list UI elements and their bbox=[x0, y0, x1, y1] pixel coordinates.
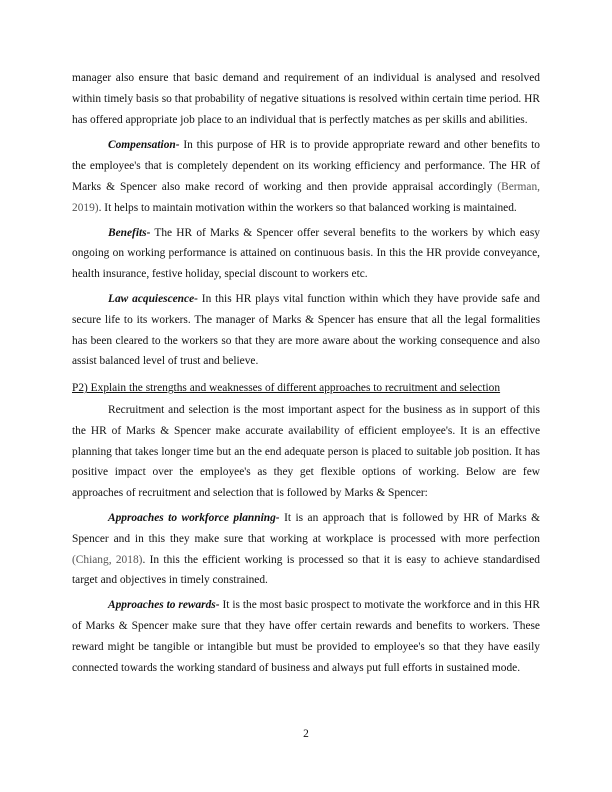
compensation-text: In this purpose of HR is to provide appropriate reward and other benefits to the employee's that is completely dependent on its working efficiency and performance. The HR of Marks & Spencer also make record of working and then provide appraisal accordingly bbox=[72, 139, 540, 193]
benefits-term: Benefits- bbox=[108, 226, 151, 239]
recruitment-paragraph bbox=[72, 400, 540, 504]
intro-text: manager also ensure that basic demand and requirement of an individual is analysed and resolved within timely basis so that probability of negative situations is resolved within certain time period. HR has offered appropriate job place to an individual that is perfectly matches as per skills and abilities. bbox=[72, 72, 540, 126]
page-body bbox=[72, 68, 540, 682]
compensation-citation: (Berman, 2019) bbox=[72, 180, 540, 214]
section-heading-p2: P2) Explain the strengths and weaknesses of different approaches to recruitment and selection bbox=[72, 382, 501, 395]
rewards-text: It is the most basic prospect to motivate the workforce and in this HR of Marks & Spencer make sure that they have offer certain rewards and benefits to workers. These reward might be tangible or intangible but must be provided to employee's so that they have easily connected towards the working standard of business and always put full efforts in sustained mode. bbox=[72, 599, 540, 674]
recruitment-text: Recruitment and selection is the most important aspect for the business as in support of this the HR of Marks & Spencer make accurate availability of efficient employee's. It is an effective planning that takes longer time but an the end adequate person is placed to suitable job position. It has positive impact over the employee's as they get flexible options of working. Below are few approaches of recruitment and selection that is followed by Marks & Spencer: bbox=[72, 403, 540, 500]
benefits-paragraph bbox=[72, 223, 540, 285]
workforce-planning-term: Approaches to workforce planning- bbox=[108, 511, 280, 524]
rewards-term: Approaches to rewards- bbox=[108, 599, 220, 612]
law-acquiescence-paragraph bbox=[72, 289, 540, 372]
benefits-text: The HR of Marks & Spencer offer several benefits to the workers by which easy ongoing on working performance is attained on continuous basis. In this the HR provide conveyance, health insurance, festive holiday, special discount to workers etc. bbox=[72, 226, 540, 281]
law-acquiescence-term: Law acquiescence- bbox=[108, 292, 198, 305]
law-acquiescence-text: In this HR plays vital function within which they have provide safe and secure life to its workers. The manager of Marks & Spencer has ensure that all the legal formalities has been cleared to the workers so that they are more aware about the working consequence and also assist balanced level of trust and believe. bbox=[72, 292, 540, 368]
workforce-planning-citation: (Chiang, 2018) bbox=[72, 553, 143, 566]
compensation-term: Compensation- bbox=[108, 139, 180, 152]
workforce-planning-text-end: . In this the efficient working is processed so that it is easy to achieve standardised target and objectives in timely constrained. bbox=[72, 553, 540, 587]
intro-paragraph bbox=[72, 68, 540, 130]
compensation-paragraph bbox=[72, 135, 540, 218]
workforce-planning-text: It is an approach that is followed by HR of Marks & Spencer and in this they make sure that working at workplace is processed with more perfection bbox=[72, 511, 541, 545]
page-number: 2 bbox=[303, 728, 309, 740]
rewards-paragraph bbox=[72, 595, 540, 678]
workforce-planning-paragraph bbox=[72, 508, 540, 591]
compensation-text-end: . It helps to maintain motivation within the workers so that balanced working is maintained. bbox=[98, 201, 517, 214]
